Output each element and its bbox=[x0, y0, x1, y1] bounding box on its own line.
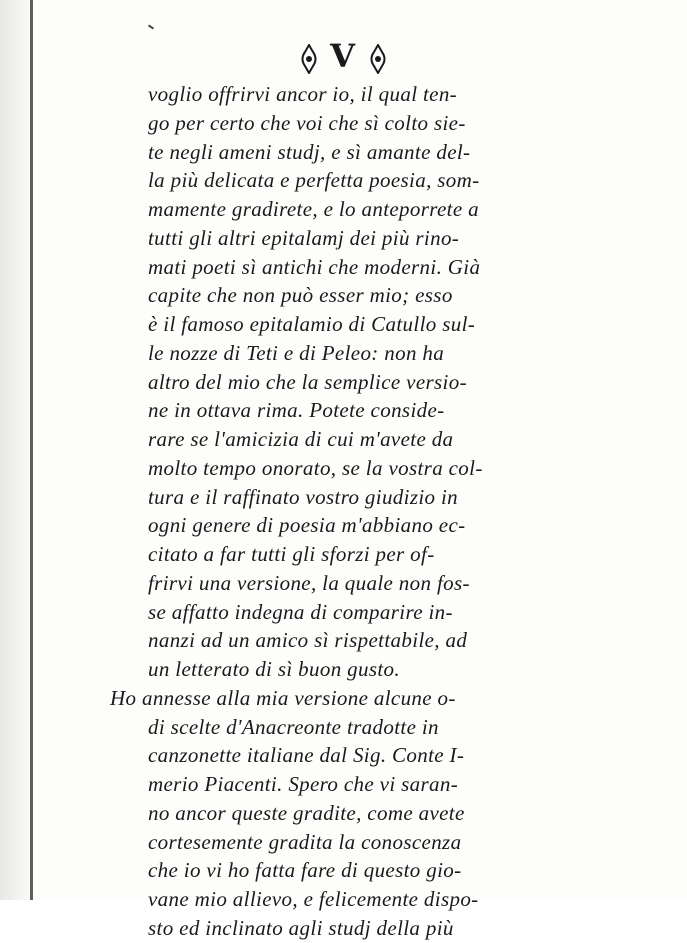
page-header bbox=[0, 36, 687, 76]
text-line: no ancor queste gradite, come avete bbox=[148, 800, 465, 825]
text-line: vane mio allievo, e felicemente dispo- bbox=[148, 887, 479, 911]
text-line: merio Piacenti. Spero che vi saran- bbox=[148, 772, 459, 796]
text-line: un letterato di sì buon gusto. bbox=[148, 657, 400, 681]
text-line: mamente gradirete, e lo anteporrete a bbox=[148, 197, 479, 221]
text-line: capite che non può esser mio; esso bbox=[148, 283, 453, 308]
text-line: go per certo che voi che sì colto sie- bbox=[148, 110, 466, 135]
text-line: te negli ameni studj, e sì amante del- bbox=[148, 139, 471, 164]
text-line: ogni genere di poesia m'abbiano ec- bbox=[148, 513, 466, 538]
text-line: frirvi una versione, la quale non fos- bbox=[148, 570, 470, 595]
page-number: V bbox=[330, 37, 357, 75]
text-line: ne in ottava rima. Potete conside- bbox=[148, 398, 445, 423]
text-line: le nozze di Teti e di Peleo: non ha bbox=[148, 340, 445, 365]
text-line: di scelte d'Anacreonte tradotte in bbox=[148, 714, 439, 739]
body-text bbox=[110, 80, 560, 943]
binding-shadow bbox=[0, 0, 30, 900]
text-line: citato a far tutti gli sforzi per of- bbox=[148, 542, 435, 566]
text-line: altro del mio che la semplice versio- bbox=[148, 369, 467, 394]
text-line: mati poeti sì antichi che moderni. Già bbox=[148, 254, 481, 279]
text-line: tura e il raffinato vostro giudizio in bbox=[148, 484, 459, 509]
ornament-left-icon bbox=[298, 44, 320, 74]
ink-speck bbox=[148, 24, 154, 29]
text-line: molto tempo onorato, se la vostra col- bbox=[148, 455, 483, 480]
text-line: che io vi ho fatta fare di questo gio- bbox=[148, 858, 462, 883]
binding-edge bbox=[30, 0, 33, 900]
text-line: canzonette italiane dal Sig. Conte I- bbox=[148, 743, 465, 768]
text-line: cortesemente gradita la conoscenza bbox=[148, 829, 462, 854]
text-line: sto ed inclinato agli studj della più bbox=[148, 915, 454, 940]
text-line: tutti gli altri epitalamj dei più rino- bbox=[148, 225, 460, 250]
text-line: rare se l'amicizia di cui m'avete da bbox=[148, 427, 454, 451]
text-line: la più delicata e perfetta poesia, som- bbox=[148, 168, 480, 193]
text-line: è il famoso epitalamio di Catullo sul- bbox=[148, 312, 476, 336]
ornament-right-icon bbox=[367, 44, 389, 74]
text-line: se affatto indegna di comparire in- bbox=[148, 599, 453, 624]
text-line: nanzi ad un amico sì rispettabile, ad bbox=[148, 628, 468, 653]
text-line: voglio offrirvi ancor io, il qual ten- bbox=[148, 82, 458, 106]
text-line: Ho annesse alla mia versione alcune o- bbox=[110, 685, 456, 710]
